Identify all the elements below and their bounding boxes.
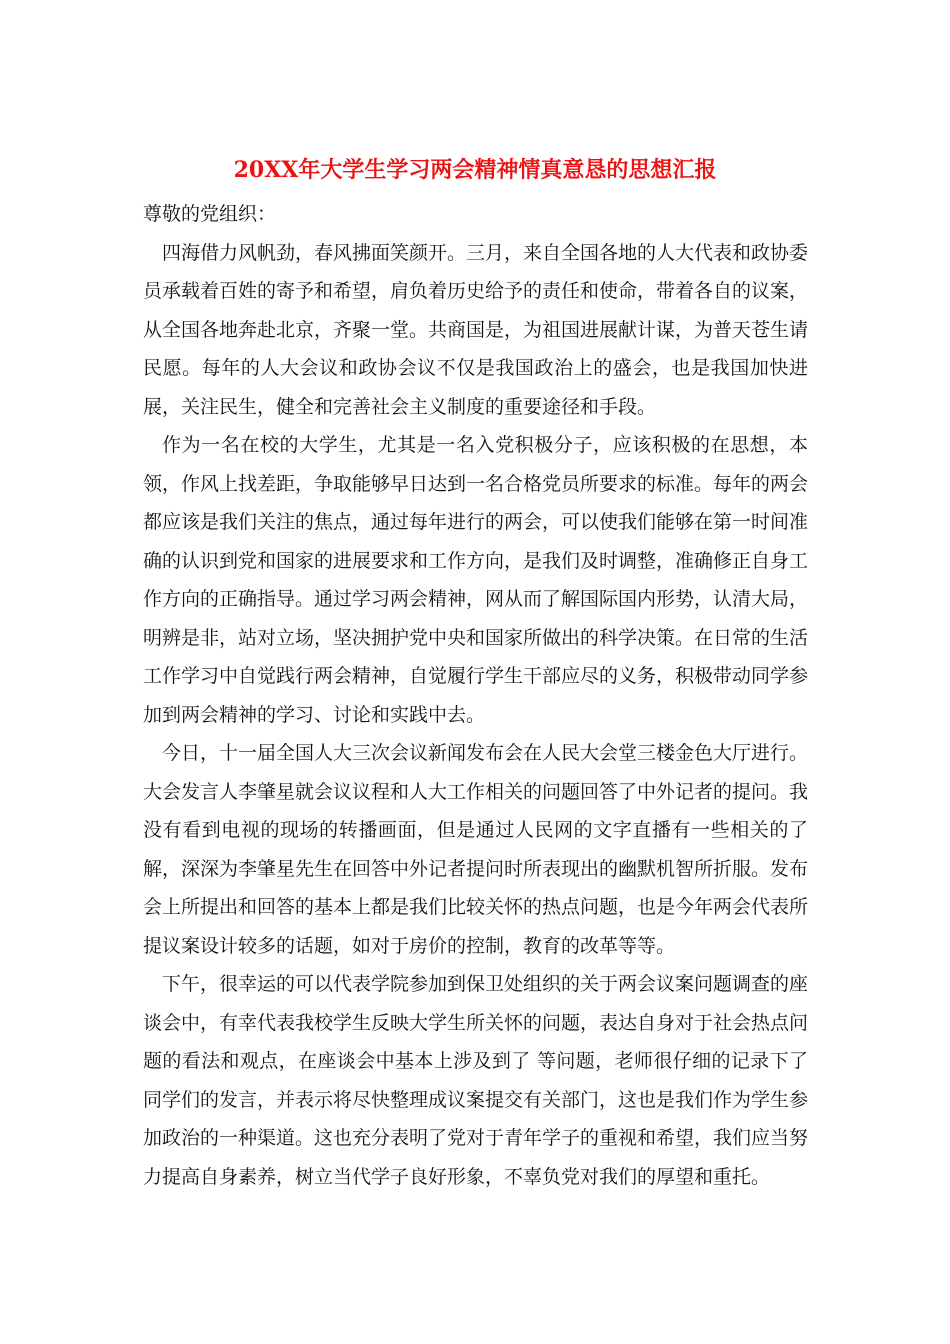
salutation: 尊敬的党组织： xyxy=(143,203,277,225)
paragraph-3: 今日，十一届全国人大三次会议新闻发布会在人民大会堂三楼金色大厅进行。大会发言人李肇星就会议议程和人大工作相关的问题回答了中外记者的提问。我没有看到电视的现场的转播画面，但是通过人民网的文字直播有一些相关的了解，深深为李肇星先生在回答中外记者提问时所表现出的幽默机智所折服。发布会上所提出和回答的基本上都是我们比较关怀的热点问题，也是今年两会代表所提议案设计较多的话题，如对于房价的控制，教育的改革等等。 xyxy=(143,742,809,957)
paragraph-1: 四海借力风帆劲，春风拂面笑颜开。三月，来自全国各地的人大代表和政协委员承载着百姓的寄予和希望，肩负着历史给予的责任和使命，带着各自的议案，从全国各地奔赴北京，齐聚一堂。共商国是，为祖国进展献计谋，为普天苍生请民愿。每年的人大会议和政协会议不仅是我国政治上的盛会，也是我国加快进展，关注民生，健全和完善社会主义制度的重要途径和手段。 xyxy=(143,241,809,418)
document-body xyxy=(143,195,808,1196)
paragraph-4: 下午，很幸运的可以代表学院参加到保卫处组织的关于两会议案问题调查的座谈会中，有幸代表我校学生反映大学生所关怀的问题，表达自身对于社会热点问题的看法和观点，在座谈会中基本上涉及到了 等问题，老师很仔细的记录下了同学们的发言，并表示将尽快整理成议案提交有关部门，这也是我们作为学生参加政治的一种渠道。这也充分表明了党对于青年学子的重视和希望，我们应当努力提高自身素养，树立当代学子良好形象，不辜负党对我们的厚望和重托。 xyxy=(143,973,809,1188)
document-title: 20XX年大学生学习两会精神情真意恳的思想汇报 xyxy=(233,157,717,183)
paragraph-2: 作为一名在校的大学生，尤其是一名入党积极分子，应该积极的在思想，本领，作风上找差距，争取能够早日达到一名合格党员所要求的标准。每年的两会都应该是我们关注的焦点，通过每年进行的两会，可以使我们能够在第一时间准确的认识到党和国家的进展要求和工作方向，是我们及时调整，准确修正自身工作方向的正确指导。通过学习两会精神，网从而了解国际国内形势，认清大局，明辨是非，站对立场，坚决拥护党中央和国家所做出的科学决策。在日常的生活工作学习中自觉践行两会精神，自觉履行学生干部应尽的义务，积极带动同学参加到两会精神的学习、讨论和实践中去。 xyxy=(143,434,809,726)
